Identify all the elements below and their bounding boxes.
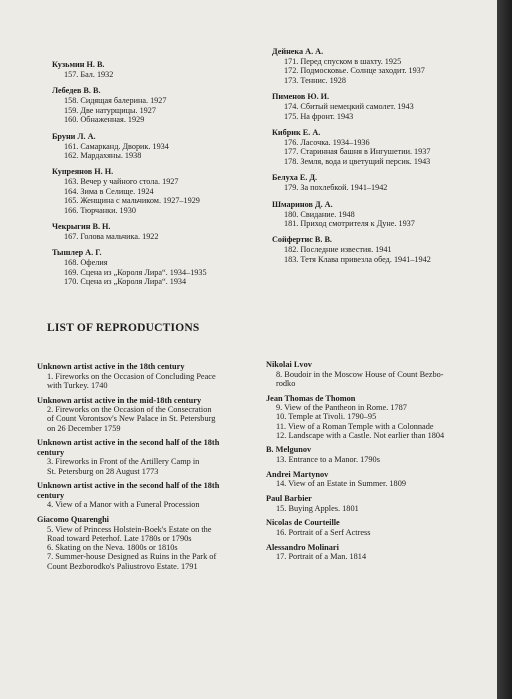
work-title: 15. Buying Apples. 1801 (276, 503, 359, 513)
work-title: 164. Зима в Селище. 1924 (64, 186, 154, 196)
work-title: of Count Vorontsov's New Palace in St. Petersburg (47, 414, 216, 424)
work-title: 159. Две натурщицы. 1927 (64, 105, 156, 115)
artist-name: Чекрыгин В. Н. (52, 222, 111, 232)
artist-name: Nikolai Lvov (266, 360, 312, 369)
work-title: 6. Skating on the Neva. 1800s or 1810s (47, 543, 178, 553)
list-entry (52, 222, 252, 241)
artist-name: Тышлер А. Г. (52, 248, 102, 258)
artist-name: B. Melgunov (266, 445, 312, 455)
work-title: 172. Подмосковье. Солнце заходит. 1937 (284, 66, 425, 76)
work-title: rodko (276, 378, 296, 388)
list-entry (272, 47, 487, 85)
work-title: 13. Entrance to a Manor. 1790s (276, 455, 380, 464)
artist-name: Купреянов Н. Н. (52, 167, 114, 177)
english-list-left (37, 362, 242, 576)
list-entry (272, 128, 487, 166)
russian-list-right (272, 47, 487, 271)
list-entry (266, 445, 481, 464)
work-title: 10. Temple at Tivoli. 1790–95 (276, 412, 377, 422)
work-title: 180. Свидание. 1948 (284, 209, 355, 219)
artist-name: Сойфертис В. В. (272, 235, 332, 245)
work-title: 5. View of Princess Holstein-Boek's Estate on the (47, 524, 212, 534)
list-entry (37, 396, 242, 433)
work-title: 8. Boudoir in the Moscow House of Count Bezbo- (276, 369, 444, 379)
list-entry (266, 494, 481, 513)
list-entry (37, 515, 242, 571)
list-entry (52, 86, 252, 124)
work-title: St. Petersburg on 28 August 1773 (47, 466, 159, 476)
work-title: 163. Вечер у чайного стола. 1927 (64, 177, 179, 187)
work-title: 165. Женщина с мальчиком. 1927–1929 (64, 196, 200, 206)
work-title: 179. За похлебкой. 1941–1942 (284, 183, 388, 193)
work-title: 12. Landscape with a Castle. Not earlier than 1804 (276, 430, 445, 440)
artist-name: Бруни Л. А. (52, 131, 96, 141)
list-entry (272, 173, 487, 192)
list-entry (266, 360, 481, 388)
work-title: 176. Ласочка. 1934–1936 (284, 138, 370, 148)
english-list-right (266, 360, 481, 567)
work-title: 11. View of a Roman Temple with a Colonnade (276, 421, 434, 431)
work-title: 158. Сидящая балерина. 1927 (64, 96, 167, 106)
artist-name: Кузьмин Н. В. (52, 60, 105, 69)
list-entry (52, 248, 252, 286)
artist-name: Шмаринов Д. А. (272, 199, 333, 209)
work-title: 178. Земля, вода и цветущий персик. 1943 (284, 156, 431, 166)
work-title: 160. Обнаженная. 1929 (64, 115, 145, 125)
list-entry (266, 543, 481, 562)
artist-name: Лебедев В. В. (52, 86, 101, 96)
list-heading: LIST OF REPRODUCTIONS (47, 322, 200, 334)
artist-name: Дейнека А. А. (272, 47, 324, 56)
work-title: 171. Перед спуском в шахту. 1925 (284, 57, 402, 66)
list-entry (52, 60, 252, 79)
list-entry (272, 200, 487, 229)
work-title: 162. Мардахяны. 1938 (64, 151, 142, 161)
artist-name: Andrei Martynov (266, 469, 329, 479)
work-title: 3. Fireworks in Front of the Artillery Camp in (47, 457, 200, 467)
list-entry (52, 167, 252, 215)
work-title: 173. Теннис. 1928 (284, 75, 346, 85)
work-title: 14. View of an Estate in Summer. 1809 (276, 479, 407, 489)
work-title: 174. Сбитый немецкий самолет. 1943 (284, 102, 414, 112)
list-entry (37, 362, 242, 390)
work-title: on 26 December 1759 (47, 423, 121, 433)
work-title: 167. Голова мальчика. 1922 (64, 232, 159, 242)
work-title: 175. На фронт. 1943 (284, 111, 354, 121)
artist-name: Paul Barbier (266, 494, 312, 503)
artist-name: Jean Thomas de Thomon (266, 393, 356, 403)
work-title: 161. Самарканд. Дворик. 1934 (64, 141, 169, 151)
work-title: 166. Тюрчанки. 1930 (64, 205, 136, 215)
work-title: 9. View of the Pantheon in Rome. 1787 (276, 403, 407, 413)
artist-name: Unknown artist active in the second half of the 18th century (37, 481, 220, 500)
work-title: 2. Fireworks on the Occasion of the Consecration (47, 405, 212, 415)
russian-list-left (52, 60, 252, 294)
work-title: 169. Сцена из „Короля Лира“. 1934–1935 (64, 267, 207, 277)
work-title: Count Bezborodko's Paliustrovo Estate. 1791 (47, 561, 198, 571)
list-entry (37, 481, 242, 509)
work-title: 182. Последние известия. 1941 (284, 245, 392, 255)
artist-name: Unknown artist active in the mid-18th century (37, 395, 202, 405)
list-entry (266, 518, 481, 537)
work-title: 7. Summer-house Designed as Ruins in the Park of (47, 552, 217, 562)
work-title: 177. Старинная башня в Ингушетии. 1937 (284, 147, 431, 157)
work-title: 1. Fireworks on the Occasion of Concluding Peace (47, 371, 216, 381)
artist-name: Белуха Е. Д. (272, 173, 318, 183)
artist-name: Кибрик Е. А. (272, 128, 321, 138)
work-title: 4. View of a Manor with a Funeral Procession (47, 500, 200, 510)
list-entry (272, 235, 487, 264)
work-title: 157. Бал. 1932 (64, 70, 114, 79)
list-entry (52, 132, 252, 161)
work-title: 170. Сцена из „Короля Лира“. 1934 (64, 277, 187, 287)
artist-name: Unknown artist active in the second half of the 18th century (37, 438, 220, 457)
work-title: 168. Офелия (64, 258, 108, 268)
list-entry (272, 92, 487, 121)
artist-name: Unknown artist active in the 18th century (37, 362, 185, 371)
list-entry (266, 394, 481, 440)
artist-name: Пименов Ю. И. (272, 92, 330, 102)
list-entry (37, 438, 242, 476)
work-title: 16. Portrait of a Serf Actress (276, 527, 371, 537)
artist-name: Alessandro Molinari (266, 542, 339, 552)
artist-name: Nicolas de Courteille (266, 518, 340, 528)
work-title: Road toward Peterhof. Late 1780s or 1790s (47, 533, 192, 543)
list-entry (266, 470, 481, 489)
work-title: with Turkey. 1740 (47, 380, 108, 390)
artist-name: Giacomo Quarenghi (37, 515, 109, 525)
work-title: 181. Приход смотрителя к Дуне. 1937 (284, 219, 415, 229)
work-title: 183. Тетя Клава привезла обед. 1941–1942 (284, 254, 431, 264)
page-edge (497, 0, 512, 699)
work-title: 17. Portrait of a Man. 1814 (276, 552, 367, 562)
